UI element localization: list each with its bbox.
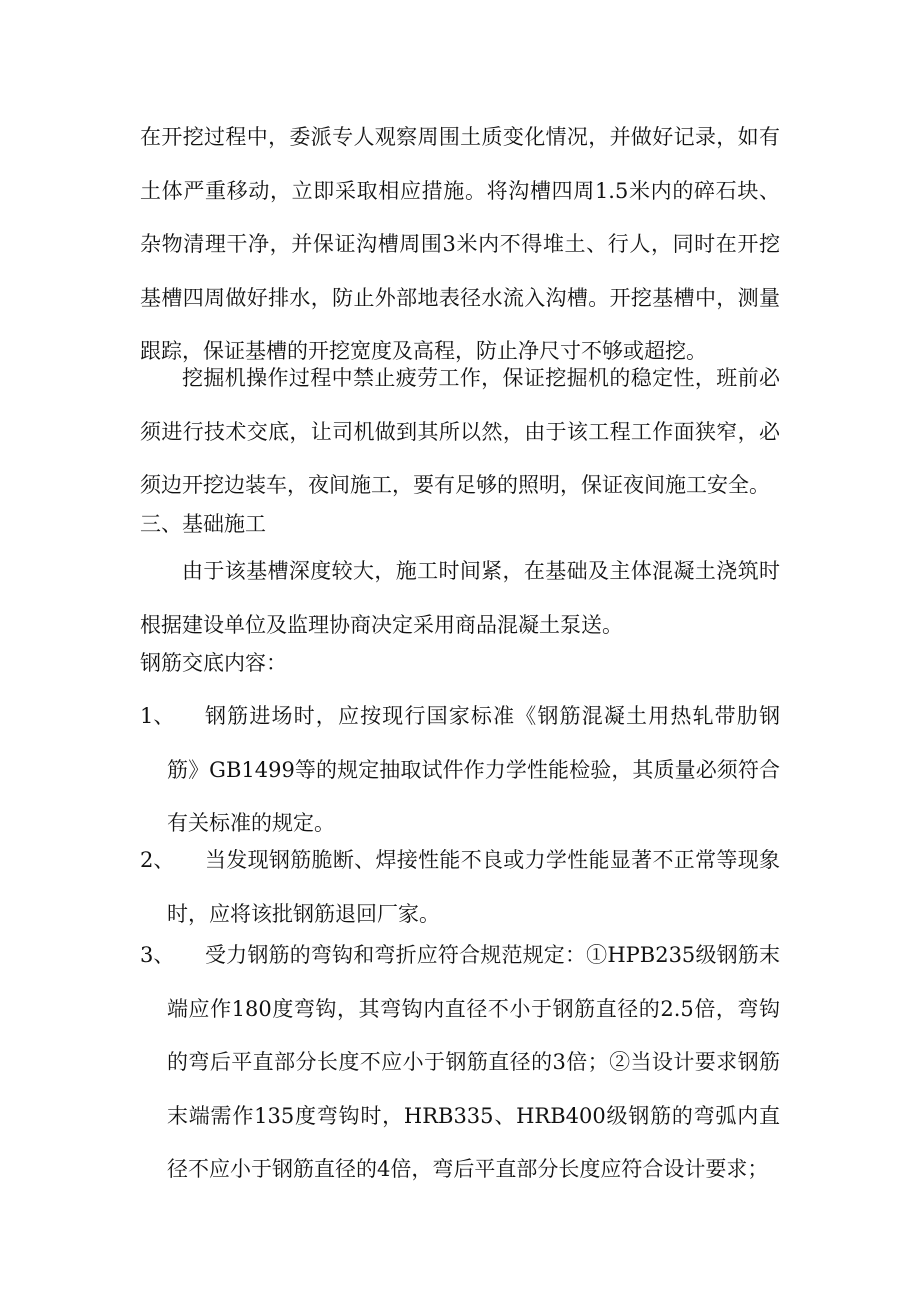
paragraph-foundation: 由于该基槽深度较大，施工时间紧，在基础及主体混凝土浇筑时根据建设单位及监理协商决定采用商品混凝土泵送。 [140, 559, 780, 637]
paragraph-excavator: 挖掘机操作过程中禁止疲劳工作，保证挖掘机的稳定性，班前必须进行技术交底，让司机做到其所以然，由于该工程工作面狭窄，必须边开挖边装车，夜间施工，要有足够的照明，保证夜间施工安全。 [140, 366, 780, 497]
list-item-text: 当发现钢筋脆断、焊接性能不良或力学性能显著不正常等现象时，应将该批钢筋退回厂家。 [167, 848, 780, 926]
rebar-title: 钢筋交底内容： [140, 651, 287, 675]
list-item-number: 2、 [140, 848, 175, 872]
section-heading: 三、基础施工 [140, 512, 266, 536]
list-item-number: 3、 [140, 943, 175, 967]
list-item-text: 受力钢筋的弯钩和弯折应符合规范规定：①HPB235级钢筋末端应作180度弯钩，其弯钩内直径不小于钢筋直径的2.5倍，弯钩的弯后平直部分长度不应小于钢筋直径的3倍；②当设计要求钢筋末端需作135度弯钩时，HRB335、HRB400级钢筋的弯弧内直径不应小于钢筋直径的4倍，弯后平直部分长度应符合设计要求； [167, 943, 780, 1181]
list-item-number: 1、 [140, 704, 175, 728]
paragraph-excavation: 在开挖过程中，委派专人观察周围土质变化情况，并做好记录，如有土体严重移动，立即采取相应措施。将沟槽四周1.5米内的碎石块、杂物清理干净，并保证沟槽周围3米内不得堆土、行人，同时在开挖基槽四周做好排水，防止外部地表径水流入沟槽。开挖基槽中，测量跟踪，保证基槽的开挖宽度及高程，防止净尺寸不够或超挖。 [140, 125, 780, 363]
list-item-text: 钢筋进场时，应按现行国家标准《钢筋混凝土用热轧带肋钢筋》GB1499等的规定抽取试件作力学性能检验，其质量必须符合有关标准的规定。 [167, 704, 780, 835]
